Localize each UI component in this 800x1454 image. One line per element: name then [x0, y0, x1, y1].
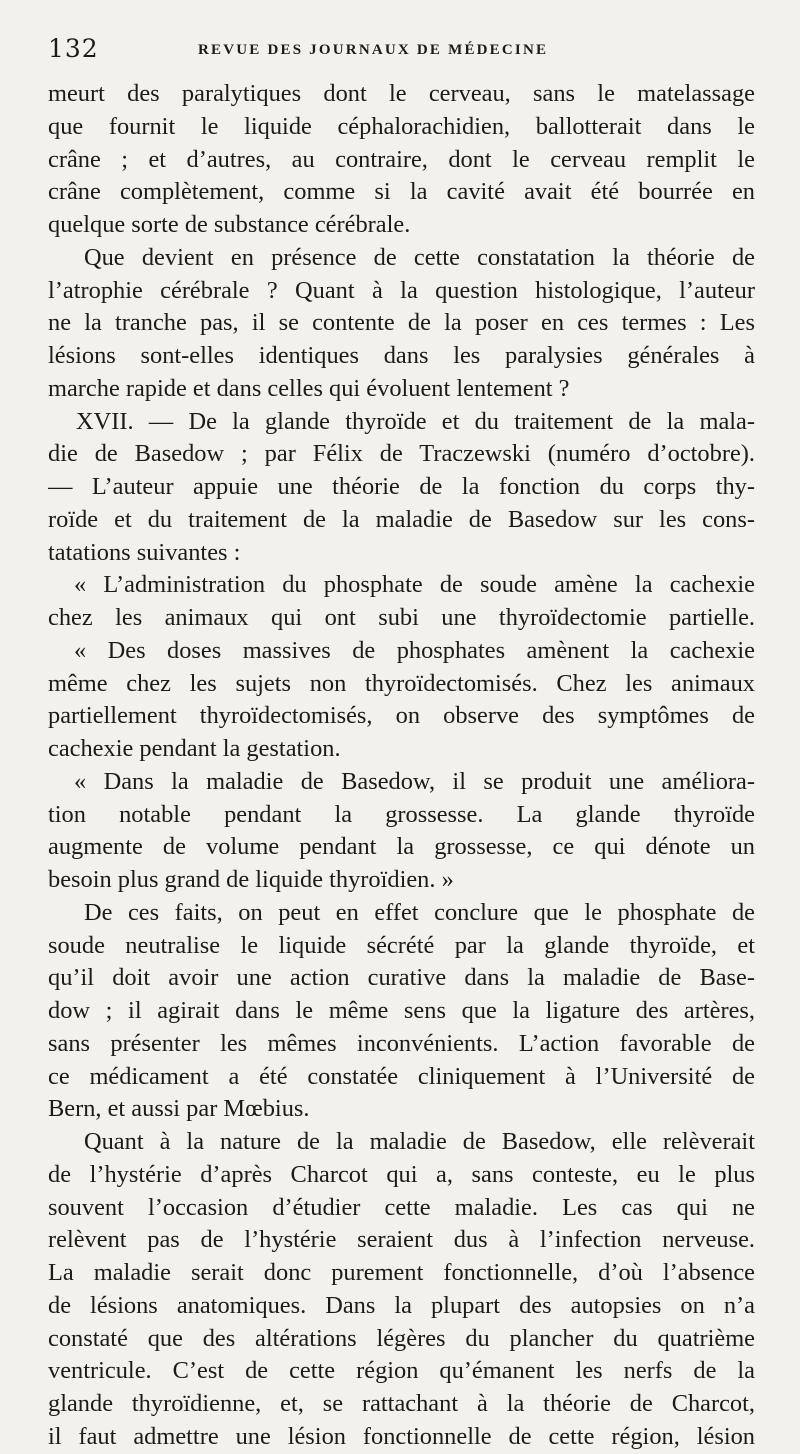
text-line: ventricule. C’est de cette région qu’émanent les nerfs de la — [48, 1357, 755, 1385]
text-line: « L’administration du phosphate de soude amène la cachexie — [74, 571, 755, 599]
text-line: Que devient en présence de cette constatation la théorie de — [84, 243, 755, 271]
text-line: augmente de volume pendant la grossesse, ce qui dénote un — [48, 833, 755, 861]
text-line: lésions sont-elles identiques dans les paralysies générales à — [48, 342, 755, 369]
text-line: Bern, et aussi par Mœbius. — [48, 1095, 310, 1123]
text-line: de lésions anatomiques. Dans la plupart des autopsies on n’a — [48, 1291, 755, 1319]
text-line: XVII. — De la glande thyroïde et du traitement de la mala- — [76, 407, 755, 435]
text-line: « Dans la maladie de Basedow, il se produit une améliora- — [74, 767, 755, 795]
text-line: soude neutralise le liquide sécrété par la glande thyroïde, et — [48, 931, 755, 959]
text-line: dow ; il agirait dans le même sens que la ligature des artères, — [48, 997, 755, 1024]
body-text — [48, 78, 755, 1454]
text-line: roïde et du traitement de la maladie de Basedow sur les cons- — [48, 505, 755, 533]
text-line: marche rapide et dans celles qui évoluent lentement ? — [48, 374, 570, 402]
text-line: La maladie serait donc purement fonctionnelle, d’où l’absence — [48, 1259, 755, 1286]
text-line: crâne ; et d’autres, au contraire, dont le cerveau remplit le — [48, 145, 755, 173]
text-line: tatations suivantes : — [48, 538, 241, 566]
text-line: besoin plus grand de liquide thyroïdien. » — [48, 866, 454, 893]
text-line: die de Basedow ; par Félix de Traczewski (numéro d’octobre). — [48, 440, 755, 468]
text-line: — L’auteur appuie une théorie de la fonction du corps thy- — [48, 473, 755, 500]
text-line: glande thyroïdienne, et, se rattachant à la théorie de Charcot, — [48, 1390, 755, 1417]
text-line: partiellement thyroïdectomisés, on observe des symptômes de — [48, 702, 755, 730]
text-line: constaté que des altérations légères du plancher du quatrième — [48, 1324, 755, 1352]
text-line: Quant à la nature de la maladie de Basedow, elle relèverait — [84, 1128, 755, 1155]
text-line: crâne complètement, comme si la cavité avait été bourrée en — [48, 178, 755, 206]
text-line: cachexie pendant la gestation. — [48, 735, 341, 762]
text-line: tion notable pendant la grossesse. La glande thyroïde — [48, 800, 755, 828]
text-line: sans présenter les mêmes inconvénients. L’action favorable de — [48, 1029, 755, 1057]
text-line: quelque sorte de substance cérébrale. — [48, 211, 411, 238]
text-line: relèvent pas de l’hystérie seraient dus à l’infection nerveuse. — [48, 1226, 755, 1254]
text-line: De ces faits, on peut en effet conclure que le phosphate de — [84, 898, 755, 926]
text-line: ne la tranche pas, il se contente de la poser en ces termes : Les — [48, 309, 755, 337]
page-number: 132 — [48, 34, 99, 63]
text-line: ce médicament a été constatée cliniquement à l’Université de — [48, 1062, 755, 1090]
page-header — [48, 32, 750, 72]
text-line: l’atrophie cérébrale ? Quant à la question histologique, l’auteur — [48, 276, 755, 304]
text-line: chez les animaux qui ont subi une thyroïdectomie partielle. — [48, 604, 755, 631]
text-line: meurt des paralytiques dont le cerveau, sans le matelassage — [48, 80, 755, 107]
text-line: il faut admettre une lésion fonctionnelle de cette région, lésion — [48, 1422, 755, 1450]
text-line: même chez les sujets non thyroïdectomisés. Chez les animaux — [48, 669, 755, 697]
text-line: de l’hystérie d’après Charcot qui a, sans conteste, eu le plus — [48, 1160, 755, 1188]
running-title: REVUE DES JOURNAUX DE MÉDECINE — [198, 42, 549, 58]
text-line: « Des doses massives de phosphates amènent la cachexie — [74, 636, 755, 664]
text-line: souvent l’occasion d’étudier cette maladie. Les cas qui ne — [48, 1193, 755, 1221]
text-line: que fournit le liquide céphalorachidien, ballotterait dans le — [48, 112, 755, 140]
text-line: qu’il doit avoir une action curative dans la maladie de Base- — [48, 964, 755, 992]
